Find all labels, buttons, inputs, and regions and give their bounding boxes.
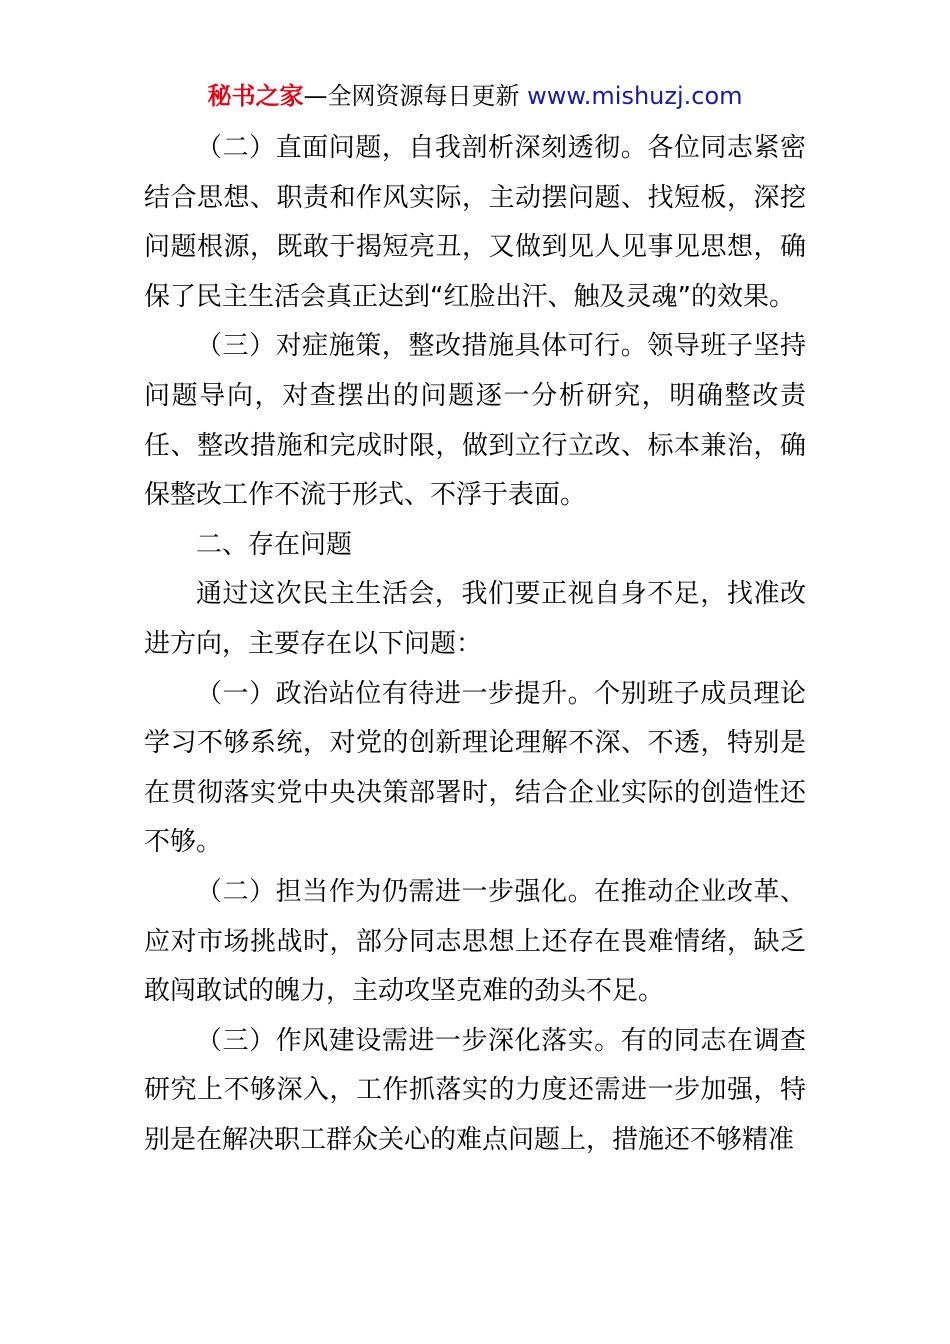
site-url-link[interactable]: www.mishuzj.com (519, 82, 743, 110)
paragraph-problem-two-responsibility: （二）担当作为仍需进一步强化。在推动企业改革、应对市场挑战时，部分同志思想上还存在畏难情绪，缺乏敢闯敢试的魄力，主动攻坚克难的劲头不足。 (144, 876, 806, 1007)
site-brand: 秘书之家 (207, 82, 304, 110)
paragraph-problem-three-work-style: （三）作风建设需进一步深化落实。有的同志在调查研究上不够深入，工作抓落实的力度还需进一步加强，特别是在解决职工群众关心的难点问题上，措施还不够精准 (144, 1025, 806, 1155)
paragraph-problems-intro: 通过这次民主生活会，我们要正视自身不足，找准改进方向，主要存在以下问题： (144, 579, 806, 659)
site-header (0, 78, 950, 114)
section-heading-existing-problems: 二、存在问题 (196, 529, 353, 560)
paragraph-problem-one-political-stance: （一）政治站位有待进一步提升。个别班子成员理论学习不够系统，对党的创新理论理解不深、不透，特别是在贯彻落实党中央决策部署时，结合企业实际的创造性还不够。 (144, 678, 806, 858)
paragraph-section-two-confront-problems: （二）直面问题，自我剖析深刻透彻。各位同志紧密结合思想、职责和作风实际，主动摆问题、找短板，深挖问题根源，既敢于揭短亮丑，又做到见人见事见思想，确保了民主生活会真正达到“红脸出汗、触及灵魂”的效果。 (144, 133, 806, 312)
site-tagline: —全网资源每日更新 (303, 82, 520, 110)
paragraph-section-three-rectification: （三）对症施策，整改措施具体可行。领导班子坚持问题导向，对查摆出的问题逐一分析研究，明确整改责任、整改措施和完成时限，做到立行立改、标本兼治，确保整改工作不流于形式、不浮于表面。 (144, 331, 806, 511)
document-body (144, 124, 806, 1165)
